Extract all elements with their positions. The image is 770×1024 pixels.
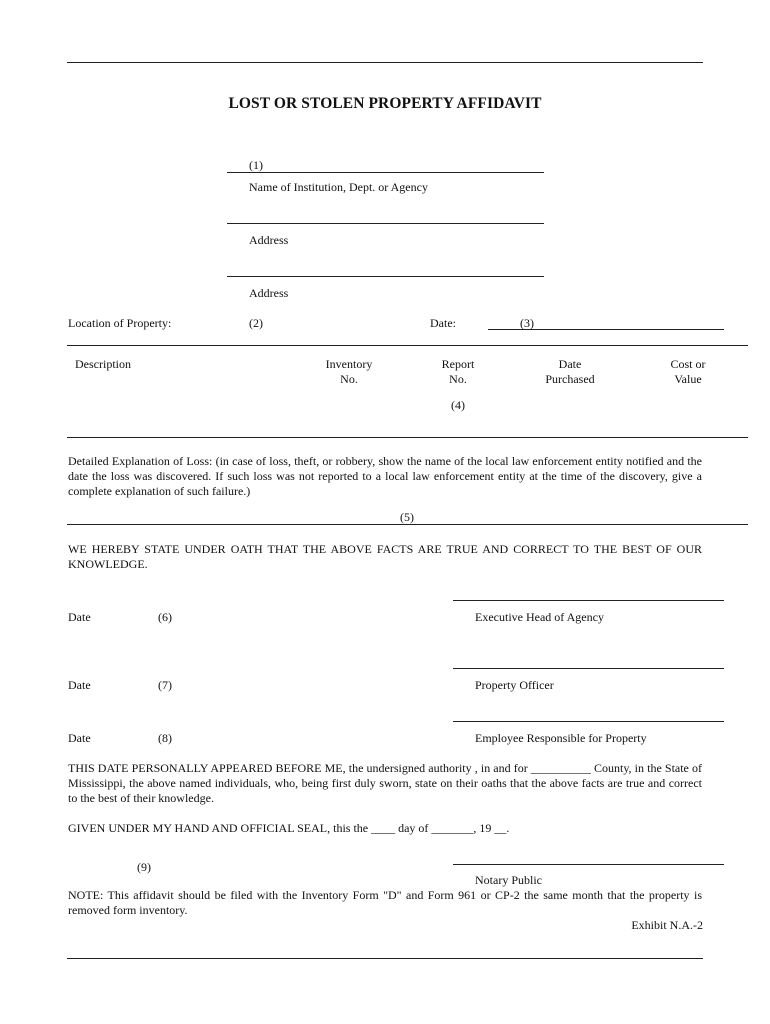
appearance-text: THIS DATE PERSONALLY APPEARED BEFORE ME, the undersigned authority , in and for __________ County, in the State of Mississippi, the above named individuals, who, being first duly sworn, state on their oaths that the above facts are true and correct to the best of their knowledge. bbox=[68, 761, 702, 805]
table-top-rule bbox=[67, 345, 748, 346]
col-description: Description bbox=[75, 357, 131, 371]
signature-title-1: Executive Head of Agency bbox=[475, 610, 604, 624]
oath-text: WE HEREBY STATE UNDER OATH THAT THE ABOVE FACTS ARE TRUE AND CORRECT TO THE BEST OF OUR KNOWLEDGE. bbox=[68, 542, 702, 571]
institution-marker: (1) bbox=[249, 158, 263, 172]
col-date-line2: Purchased bbox=[545, 372, 595, 386]
notary-label: Notary Public bbox=[475, 873, 542, 887]
address-line-2[interactable] bbox=[227, 276, 544, 277]
page-title: LOST OR STOLEN PROPERTY AFFIDAVIT bbox=[228, 95, 542, 112]
explanation-rule[interactable] bbox=[67, 524, 748, 525]
col-cost-line1: Cost or bbox=[670, 357, 706, 371]
signature-line-1[interactable] bbox=[453, 600, 724, 601]
address-line-1[interactable] bbox=[227, 223, 544, 224]
signature-marker-2: (7) bbox=[158, 678, 172, 692]
signature-marker-3: (8) bbox=[158, 731, 172, 745]
table-marker: (4) bbox=[451, 398, 465, 412]
given-text: GIVEN UNDER MY HAND AND OFFICIAL SEAL, this the ____ day of _______, 19 __. bbox=[68, 821, 510, 835]
table-bottom-rule bbox=[67, 437, 748, 438]
note-text: NOTE: This affidavit should be filed with the Inventory Form "D" and Form 961 or CP-2 the same month that the property is removed form inventory. bbox=[68, 888, 702, 917]
col-date-line1: Date bbox=[558, 357, 582, 371]
date-label: Date: bbox=[430, 316, 456, 330]
date-line[interactable] bbox=[488, 329, 724, 330]
institution-name-label: Name of Institution, Dept. or Agency bbox=[249, 180, 428, 194]
col-report-line2: No. bbox=[449, 372, 467, 386]
exhibit-label: Exhibit N.A.-2 bbox=[631, 918, 703, 932]
signature-date-label-2: Date bbox=[68, 678, 91, 692]
col-cost bbox=[648, 357, 728, 387]
col-report bbox=[418, 357, 498, 387]
col-inventory-line2: No. bbox=[340, 372, 358, 386]
institution-name-line[interactable] bbox=[227, 172, 544, 173]
signature-title-3: Employee Responsible for Property bbox=[475, 731, 647, 745]
signature-line-3[interactable] bbox=[453, 721, 724, 722]
location-marker: (2) bbox=[249, 316, 263, 330]
col-report-line1: Report bbox=[441, 357, 475, 371]
notary-marker: (9) bbox=[137, 860, 151, 874]
col-cost-line2: Value bbox=[674, 372, 702, 386]
notary-signature-line[interactable] bbox=[453, 864, 724, 865]
address-label-1: Address bbox=[249, 233, 289, 247]
explanation-marker: (5) bbox=[400, 510, 414, 524]
signature-title-2: Property Officer bbox=[475, 678, 554, 692]
col-date-purchased bbox=[525, 357, 615, 387]
col-inventory bbox=[309, 357, 389, 387]
location-label: Location of Property: bbox=[68, 316, 172, 330]
signature-marker-1: (6) bbox=[158, 610, 172, 624]
signature-line-2[interactable] bbox=[453, 668, 724, 669]
bottom-rule bbox=[67, 958, 703, 959]
signature-date-label-3: Date bbox=[68, 731, 91, 745]
address-label-2: Address bbox=[249, 286, 289, 300]
top-rule bbox=[67, 62, 703, 63]
col-inventory-line1: Inventory bbox=[325, 357, 373, 371]
date-marker: (3) bbox=[520, 316, 534, 330]
signature-date-label-1: Date bbox=[68, 610, 91, 624]
explanation-text: Detailed Explanation of Loss: (in case of loss, theft, or robbery, show the name of the local law enforcement entity notified and the date the loss was discovered. If such loss was not reported to a local law enforcement entity at the time of the discovery, give a complete explanation of such failure.) bbox=[68, 454, 702, 498]
